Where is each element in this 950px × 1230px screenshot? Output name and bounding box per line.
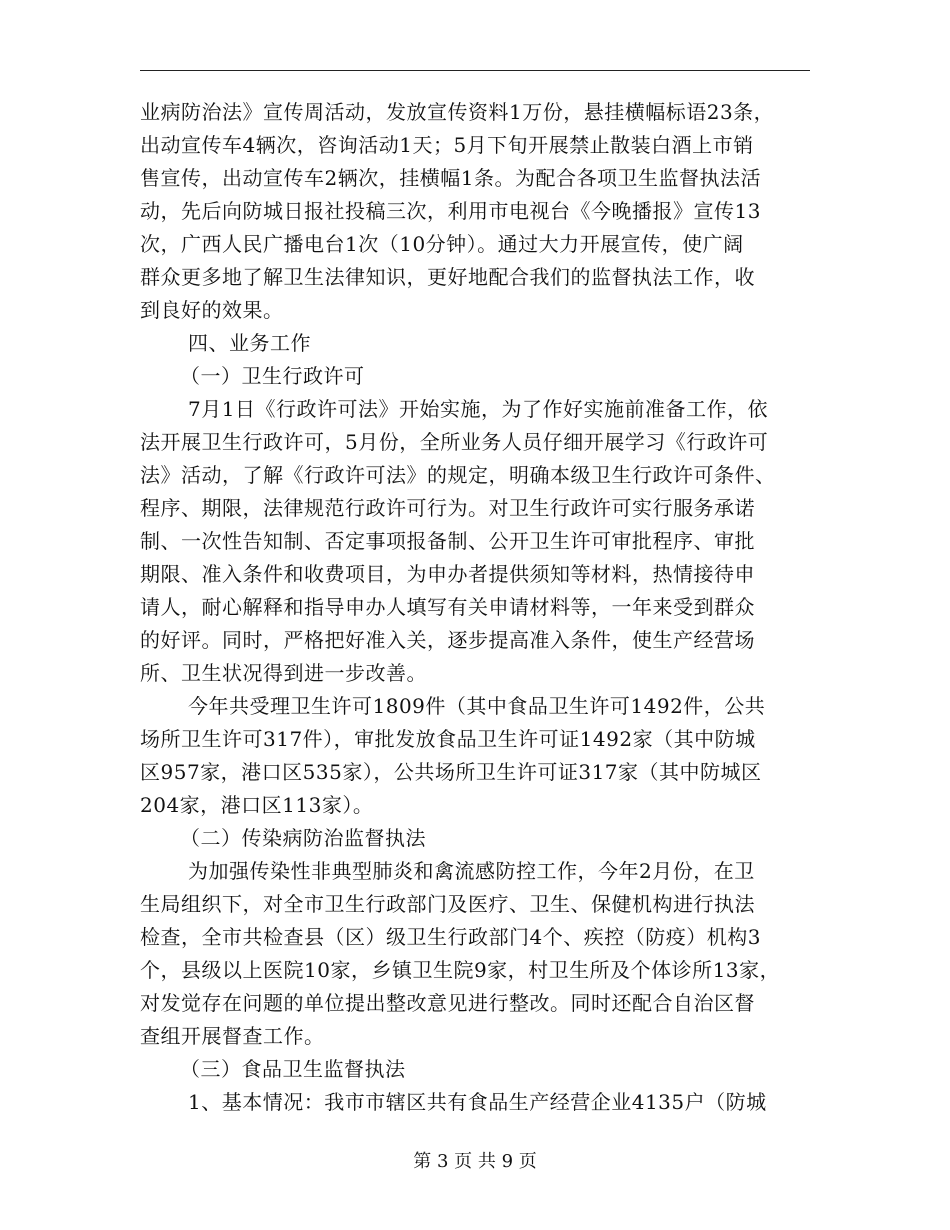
text-line: 查组开展督查工作。 <box>140 1024 325 1048</box>
text-line: 到良好的效果。 <box>140 298 284 322</box>
text-line: 售宣传，出动宣传车2辆次，挂横幅1条。为配合各项卫生监督执法活 <box>140 166 761 190</box>
section-heading: 四、业务工作 <box>188 331 311 355</box>
text-line: 出动宣传车4辆次，咨询活动1天；5月下旬开展禁止散装白酒上市销 <box>140 133 754 157</box>
text-line: 个，县级以上医院10家，乡镇卫生院9家，村卫生所及个体诊所13家， <box>140 958 781 982</box>
text-line: 法开展卫生行政许可，5月份，全所业务人员仔细开展学习《行政许可 <box>140 430 769 454</box>
text-line: 期限、准入条件和收费项目，为申办者提供须知等材料，热情接待申 <box>140 562 755 586</box>
text-line: 群众更多地了解卫生法律知识，更好地配合我们的监督执法工作，收 <box>140 265 755 289</box>
text-line: 1、基本情况：我市市辖区共有食品生产经营企业4135户（防城 <box>188 1090 767 1114</box>
text-line: 所、卫生状况得到进一步改善。 <box>140 661 427 685</box>
text-line: 制、一次性告知制、否定事项报备制、公开卫生许可审批程序、审批 <box>140 529 755 553</box>
body-text <box>140 96 810 1119</box>
text-line: 为加强传染性非典型肺炎和禽流感防控工作，今年2月份，在卫 <box>188 859 755 883</box>
text-line: 的好评。同时，严格把好准入关，逐步提高准入条件，使生产经营场 <box>140 628 755 652</box>
text-line: 请人，耐心解释和指导申办人填写有关申请材料等，一年来受到群众 <box>140 595 755 619</box>
text-line: 场所卫生许可317件），审批发放食品卫生许可证1492家（其中防城 <box>140 727 756 751</box>
text-line: 今年共受理卫生许可1809件（其中食品卫生许可1492件，公共 <box>188 694 766 718</box>
text-line: 业病防治法》宣传周活动，发放宣传资料1万份，悬挂横幅标语23条， <box>140 100 775 124</box>
text-line: 7月1日《行政许可法》开始实施，为了作好实施前准备工作，依 <box>188 397 768 421</box>
subsection-heading: （一）卫生行政许可 <box>180 364 365 388</box>
text-line: 动，先后向防城日报社投稿三次，利用市电视台《今晚播报》宣传13 <box>140 199 761 223</box>
text-line: 对发觉存在问题的单位提出整改意见进行整改。同时还配合自治区督 <box>140 991 755 1015</box>
text-line: 检查，全市共检查县（区）级卫生行政部门4个、疾控（防疫）机构3 <box>140 925 761 949</box>
text-line: 法》活动，了解《行政许可法》的规定，明确本级卫生行政许可条件、 <box>140 463 776 487</box>
subsection-heading: （二）传染病防治监督执法 <box>180 826 426 850</box>
text-line: 次，广西人民广播电台1次（10分钟）。通过大力开展宣传，使广阔 <box>140 232 744 256</box>
page-footer: 第 3 页 共 9 页 <box>413 1151 537 1172</box>
header-rule <box>140 70 810 71</box>
text-line: 204家，港口区113家）。 <box>140 793 374 817</box>
text-line: 区957家，港口区535家），公共场所卫生许可证317家（其中防城区 <box>140 760 762 784</box>
text-line: 生局组织下，对全市卫生行政部门及医疗、卫生、保健机构进行执法 <box>140 892 755 916</box>
text-line: 程序、期限，法律规范行政许可行为。对卫生行政许可实行服务承诺 <box>140 496 755 520</box>
subsection-heading: （三）食品卫生监督执法 <box>180 1057 406 1081</box>
